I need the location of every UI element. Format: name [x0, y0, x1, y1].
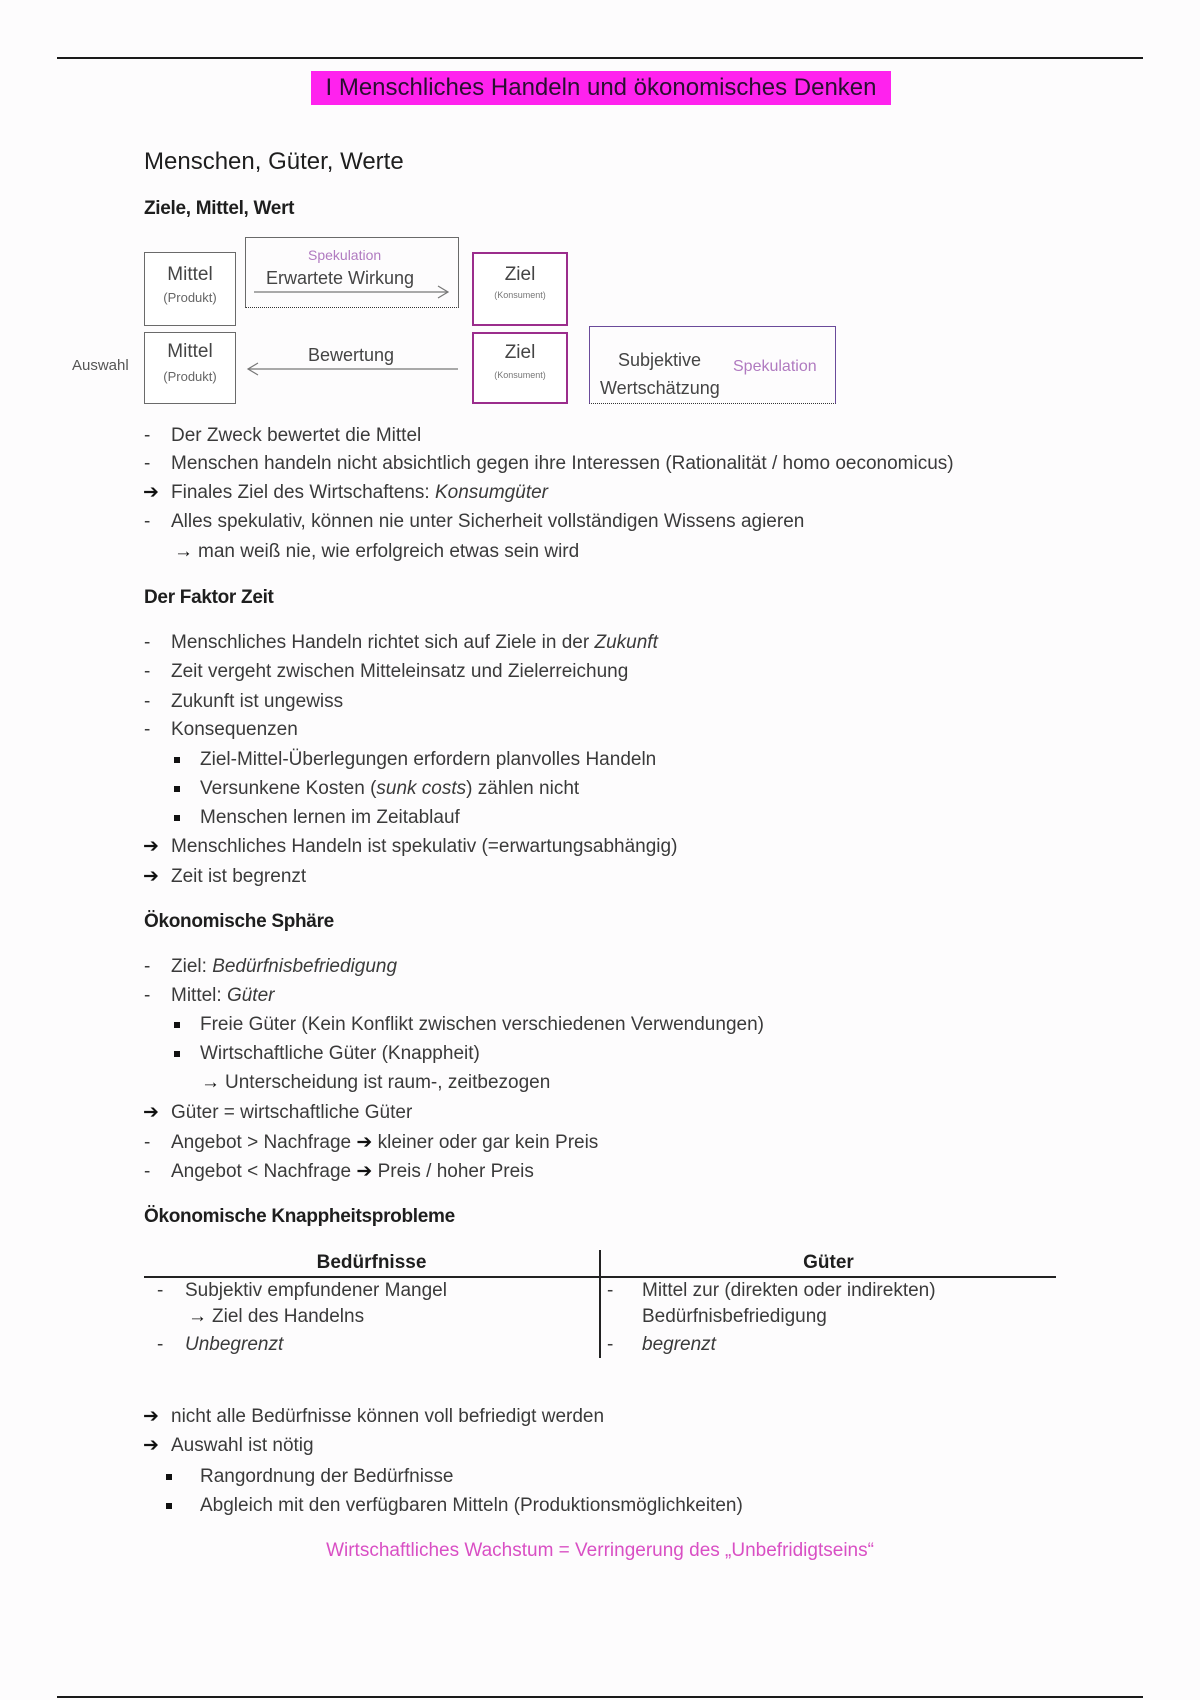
list-item — [171, 984, 274, 1008]
list-item — [171, 1160, 534, 1184]
auswahl-label: Auswahl — [72, 357, 129, 374]
produkt-label: (Produkt) — [163, 290, 217, 305]
list-item: Menschen handeln nicht absichtlich gegen ihre Interessen (Rationalität / homo oeconomicus) — [171, 453, 954, 474]
table-cell: Unbegrenzt — [185, 1334, 284, 1355]
table-cell: Subjektiv empfundener Mangel — [185, 1280, 447, 1301]
list-item: Zukunft ist ungewiss — [171, 691, 344, 712]
gueter-text: Güter — [226, 985, 275, 1006]
ziel-box-top — [472, 252, 568, 326]
dash-marker: - — [607, 1334, 614, 1355]
arrow-icon: ➔ — [356, 1161, 373, 1182]
heading-faktor-zeit: Der Faktor Zeit — [144, 587, 274, 608]
list-item: Güter = wirtschaftliche Güter — [171, 1102, 413, 1123]
mittel-box-bottom — [144, 332, 236, 404]
zukunft-text: Zukunft — [594, 632, 658, 653]
mittel-label: Mittel — [167, 264, 213, 285]
dash-marker: - — [144, 1161, 151, 1182]
list-item: Menschliches Handeln ist spekulativ (=erwartungsabhängig) — [171, 836, 678, 857]
list-item: Konsequenzen — [171, 719, 298, 740]
dash-marker: - — [157, 1280, 164, 1301]
dash-marker: - — [157, 1334, 164, 1355]
dash-marker: - — [144, 511, 151, 532]
dash-marker: - — [144, 956, 151, 977]
dash-marker: - — [144, 425, 151, 446]
list-item: Auswahl ist nötig — [171, 1435, 314, 1456]
arrow-icon: ➔ — [143, 1102, 159, 1123]
ziel-label: Ziel — [504, 342, 536, 363]
list-item: Abgleich mit den verfügbaren Mitteln (Produktionsmöglichkeiten) — [200, 1495, 743, 1516]
sunk-costs-text: sunk costs — [376, 778, 467, 799]
mittel-box-top — [144, 252, 236, 326]
konsumgueter-text: Konsumgüter — [434, 482, 548, 503]
ziel-label: Ziel — [504, 264, 536, 285]
bottom-rule — [57, 1696, 1143, 1698]
dash-marker: - — [144, 632, 151, 653]
dash-marker: - — [144, 661, 151, 682]
page-title: I Menschliches Handeln und ökonomisches Denken — [311, 71, 891, 105]
spekulation-label-top: Spekulation — [308, 247, 382, 263]
list-item-text: kleiner oder gar kein Preis — [372, 1132, 599, 1153]
dash-marker: - — [144, 719, 151, 740]
produkt-label: (Produkt) — [163, 369, 217, 384]
wertschaetzung-label: Wertschätzung — [600, 378, 720, 398]
list-item-text: Ziel: — [171, 956, 213, 977]
list-item-text: Mittel: — [171, 985, 227, 1006]
list-item: Rangordnung der Bedürfnisse — [200, 1466, 454, 1487]
arrow-icon: ➔ — [143, 1406, 159, 1427]
dash-marker: - — [144, 985, 151, 1006]
arrow-icon: ➔ — [143, 482, 159, 503]
subjektive-label: Subjektive — [618, 350, 702, 370]
arrow-icon: ➔ — [143, 1435, 159, 1456]
konsument-label: (Konsument) — [494, 370, 546, 380]
list-item — [171, 481, 548, 505]
dash-marker: - — [144, 691, 151, 712]
list-item — [171, 955, 397, 979]
spekulation-label-bottom: Spekulation — [733, 358, 817, 375]
list-item-text: Angebot > Nachfrage — [171, 1132, 357, 1153]
arrow-icon: → — [174, 541, 193, 562]
list-item-text: Preis / hoher Preis — [372, 1161, 534, 1182]
arrow-icon: ➔ — [356, 1132, 373, 1153]
list-item-text: ) zählen nicht — [466, 778, 580, 799]
bullet-square — [174, 1022, 180, 1028]
heading-oekonomische-sphaere: Ökonomische Sphäre — [144, 911, 334, 932]
mittel-label: Mittel — [167, 341, 213, 362]
col-beduerfnisse-header: Bedürfnisse — [316, 1252, 427, 1273]
list-item: Menschen lernen im Zeitablauf — [200, 807, 460, 828]
list-item-text: Menschliches Handeln richtet sich auf Ziele in der — [171, 632, 595, 653]
bullet-square — [174, 757, 180, 763]
heading-menschen-gueter-werte: Menschen, Güter, Werte — [144, 148, 404, 175]
list-item — [171, 631, 658, 655]
bullet-square — [174, 1051, 180, 1057]
subheading-ziele-mittel-wert: Ziele, Mittel, Wert — [144, 198, 295, 219]
list-item — [171, 1131, 598, 1155]
dash-marker: - — [607, 1280, 614, 1301]
wirkung-arrow — [252, 284, 452, 300]
arrow-icon: ➔ — [143, 836, 159, 857]
konsument-label: (Konsument) — [494, 290, 546, 300]
arrow-icon: → — [188, 1306, 207, 1327]
list-item-text: Finales Ziel des Wirtschaftens: — [171, 482, 435, 503]
table-cell: Bedürfnisbefriedigung — [642, 1306, 827, 1327]
erwartete-wirkung-label: Erwartete Wirkung — [266, 268, 415, 288]
bullet-square — [174, 786, 180, 792]
list-item: Zeit vergeht zwischen Mitteleinsatz und Zielerreichung — [171, 661, 629, 682]
ziel-box-bottom — [472, 332, 568, 404]
list-item: Alles spekulativ, können nie unter Sicherheit vollständigen Wissens agieren — [171, 511, 805, 532]
knappheit-table — [144, 1250, 1056, 1360]
list-item: nicht alle Bedürfnisse können voll befriedigt werden — [171, 1406, 605, 1427]
arrow-icon: → — [201, 1072, 220, 1093]
bewertung-label: Bewertung — [308, 345, 395, 365]
list-item: Freie Güter (Kein Konflikt zwischen verschiedenen Verwendungen) — [200, 1014, 764, 1035]
list-item: Wirtschaftliche Güter (Knappheit) — [200, 1043, 480, 1064]
bewertung-arrow — [244, 361, 460, 377]
heading-knappheitsprobleme: Ökonomische Knappheitsprobleme — [144, 1206, 455, 1227]
top-rule — [57, 57, 1143, 59]
arrow-icon: ➔ — [143, 866, 159, 887]
bullet-square — [166, 1474, 172, 1480]
list-item — [200, 777, 579, 801]
table-cell: Ziel des Handelns — [212, 1306, 365, 1327]
dash-marker: - — [144, 1132, 151, 1153]
list-item: man weiß nie, wie erfolgreich etwas sein wird — [198, 541, 580, 562]
bullet-square — [166, 1503, 172, 1509]
list-item-text: Versunkene Kosten ( — [200, 778, 377, 799]
bullet-square — [174, 815, 180, 821]
dash-marker: - — [144, 453, 151, 474]
wachstum-summary: Wirtschaftliches Wachstum = Verringerung des „Unbefridigtseins“ — [326, 1540, 874, 1561]
beduerfnisbefriedigung-text: Bedürfnisbefriedigung — [212, 956, 398, 977]
list-item: Unterscheidung ist raum-, zeitbezogen — [225, 1072, 551, 1093]
list-item: Ziel-Mittel-Überlegungen erfordern planvolles Handeln — [200, 749, 657, 770]
list-item: Zeit ist begrenzt — [171, 866, 307, 887]
table-cell: Mittel zur (direkten oder indirekten) — [642, 1280, 936, 1301]
list-item-text: Angebot < Nachfrage — [171, 1161, 357, 1182]
table-cell: begrenzt — [642, 1334, 716, 1355]
col-gueter-header: Güter — [803, 1252, 854, 1273]
list-item: Der Zweck bewertet die Mittel — [171, 425, 422, 446]
